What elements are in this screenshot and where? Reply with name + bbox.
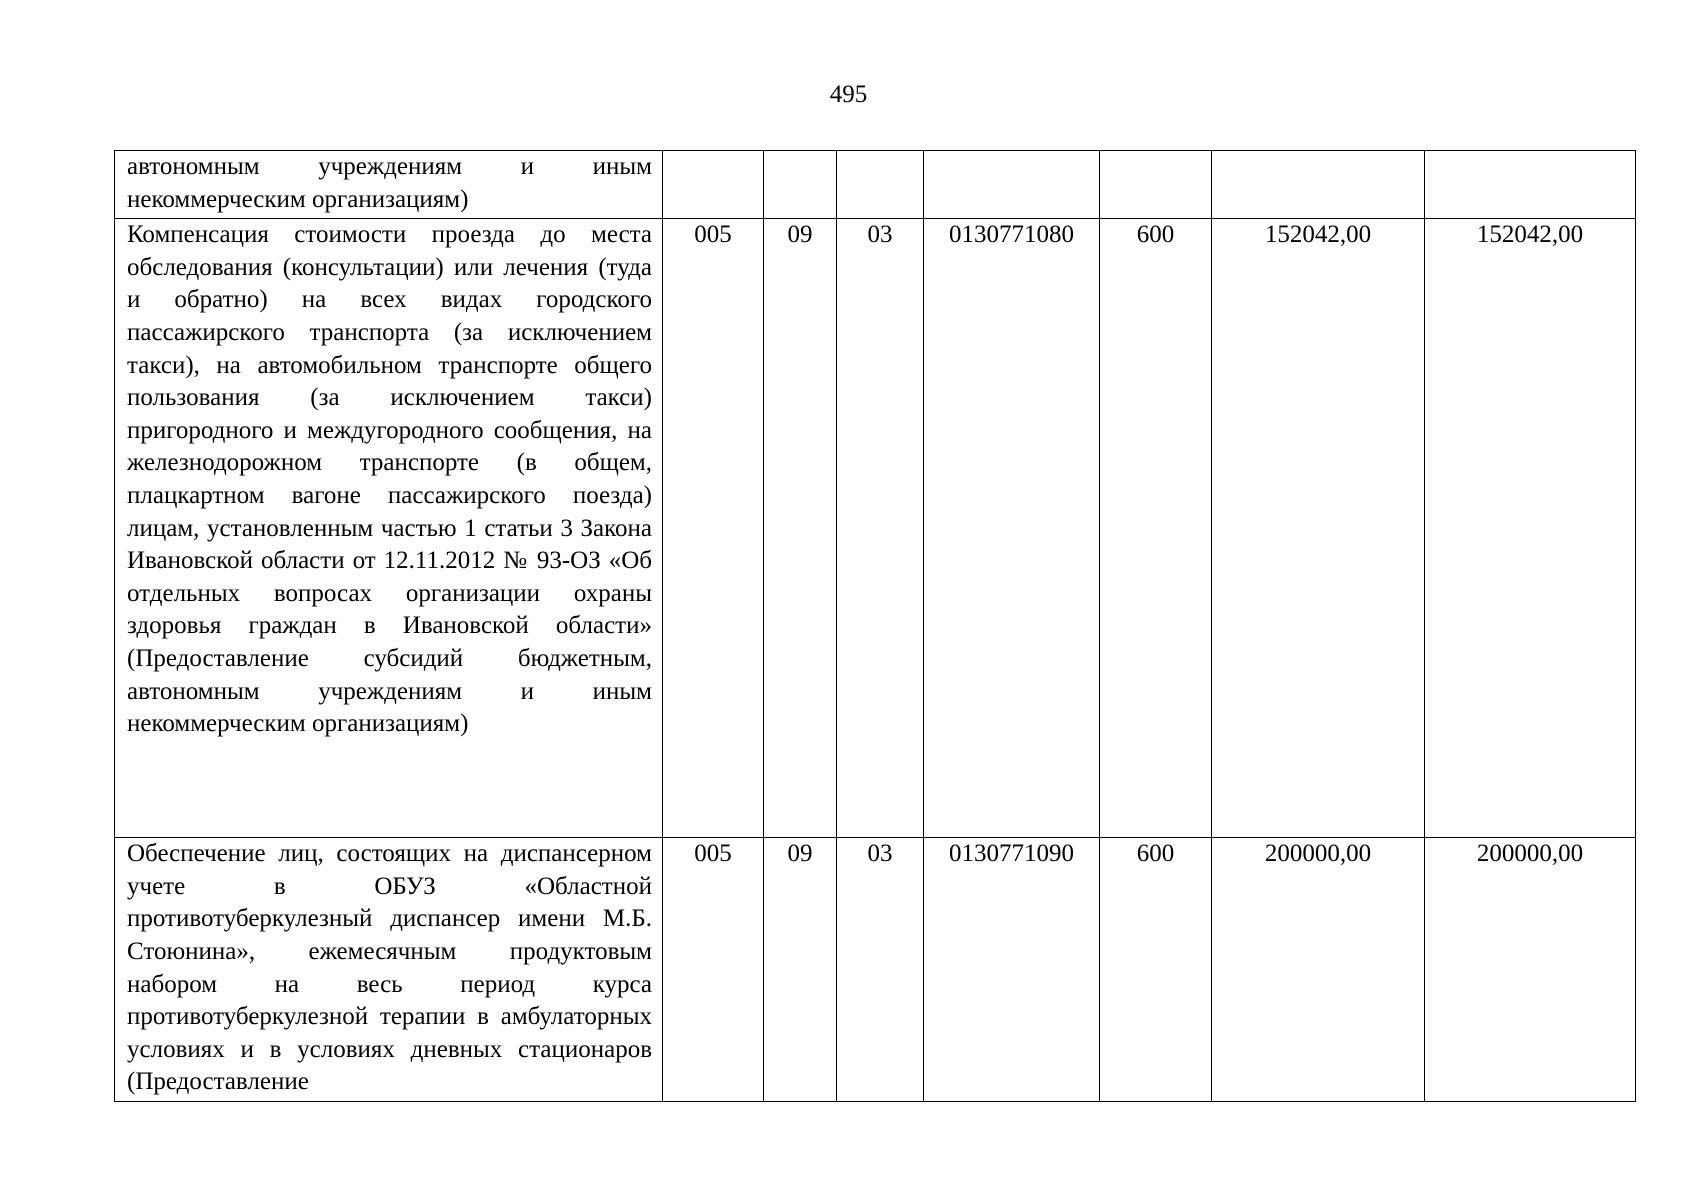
row-expense-type: 600 — [1100, 838, 1212, 1102]
row-gr-code: 005 — [663, 838, 764, 1102]
row-amount-2: 152042,00 — [1425, 219, 1636, 838]
table-row — [115, 151, 1636, 219]
row-section-code: 09 — [764, 838, 837, 1102]
row-description: автономным учреждениям и иным некоммерческим организациям) — [115, 151, 663, 219]
row-amount-2 — [1425, 151, 1636, 219]
row-subsection-code — [837, 151, 924, 219]
table-row — [115, 838, 1636, 1102]
row-amount-1: 200000,00 — [1212, 838, 1425, 1102]
row-amount-1 — [1212, 151, 1425, 219]
row-expense-type: 600 — [1100, 219, 1212, 838]
row-amount-1: 152042,00 — [1212, 219, 1425, 838]
row-amount-2: 200000,00 — [1425, 838, 1636, 1102]
row-subsection-code: 03 — [837, 838, 924, 1102]
row-description: Обеспечение лиц, состоящих на диспансерном учете в ОБУЗ «Областной противотуберкулезный диспансер имени М.Б. Стоюнина», ежемесячным продуктовым набором на весь период курса противотуберкулезной терапии в амбулаторных условиях и в условиях дневных стационаров (Предоставление — [115, 838, 663, 1102]
row-section-code: 09 — [764, 219, 837, 838]
row-target-article — [924, 151, 1100, 219]
page-number: 495 — [829, 81, 868, 108]
row-gr-code: 005 — [663, 219, 764, 838]
row-section-code — [764, 151, 837, 219]
row-expense-type — [1100, 151, 1212, 219]
budget-table — [114, 150, 1636, 1102]
table-row — [115, 219, 1636, 838]
row-description: Компенсация стоимости проезда до места обследования (консультации) или лечения (туда и обратно) на всех видах городского пассажирского транспорта (за исключением такси), на автомобильном транспорте общего пользования (за исключением такси) пригородного и междугородного сообщения, на железнодорожном транспорте (в общем, плацкартном вагоне пассажирского поезда) лицам, установленным частью 1 статьи 3 Закона Ивановской области от 12.11.2012 № 93-ОЗ «Об отдельных вопросах организации охраны здоровья граждан в Ивановской области» (Предоставление субсидий бюджетным, автономным учреждениям и иным некоммерческим организациям) — [115, 219, 663, 838]
row-target-article: 0130771080 — [924, 219, 1100, 838]
row-target-article: 0130771090 — [924, 838, 1100, 1102]
row-subsection-code: 03 — [837, 219, 924, 838]
row-gr-code — [663, 151, 764, 219]
